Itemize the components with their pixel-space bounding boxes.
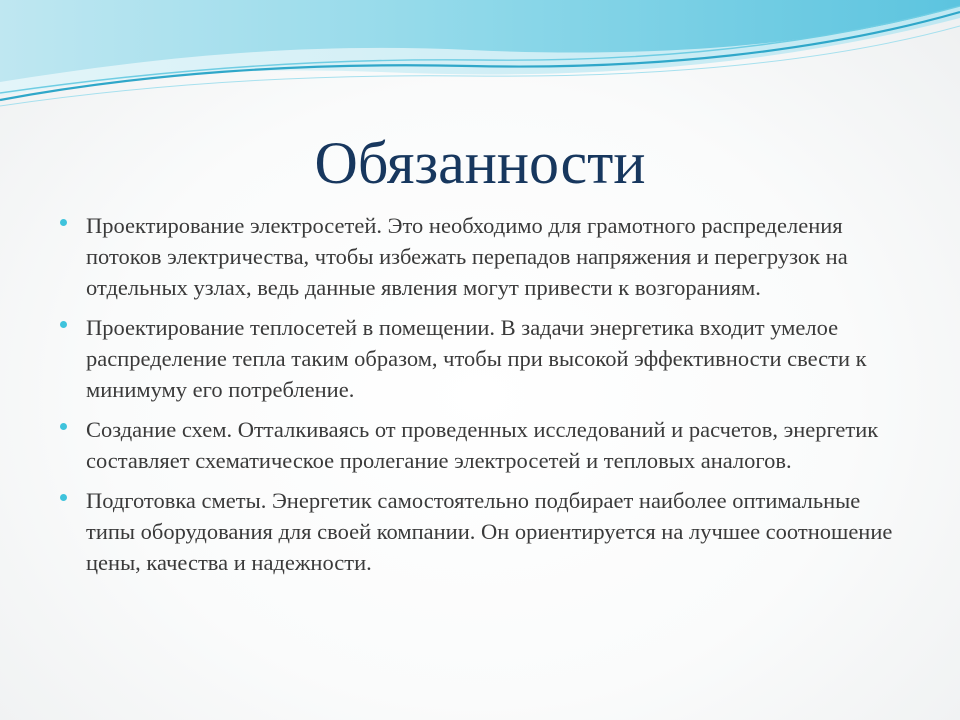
slide-title: Обязанности — [314, 130, 646, 196]
bullet-text: Проектирование электросетей. Это необходимо для грамотного распределения потоков электричества, чтобы избежать перепадов напряжения и перегрузок на отдельных узлах, ведь данные явления могут привести к возгораниям. — [86, 213, 848, 300]
bullet-icon — [60, 219, 67, 226]
bullet-text: Подготовка сметы. Энергетик самостоятельно подбирает наиболее оптимальные типы оборудования для своей компании. Он ориентируется на лучшее соотношение цены, качества и надежности. — [86, 488, 893, 575]
bullet-item-prepare-estimate — [58, 485, 908, 578]
bullet-item-create-schemes — [58, 414, 908, 476]
bullet-text: Создание схем. Отталкиваясь от проведенных исследований и расчетов, энергетик составляет схематическое пролегание электросетей и тепловых аналогов. — [86, 417, 879, 473]
bullet-icon — [60, 423, 67, 430]
bullet-icon — [60, 321, 67, 328]
bullet-item-design-heating-networks — [58, 312, 908, 405]
bullet-icon — [60, 494, 67, 501]
bullet-text: Проектирование теплосетей в помещении. В задачи энергетика входит умелое распределение тепла таким образом, чтобы при высокой эффективности свести к минимуму его потребление. — [86, 315, 867, 402]
bullet-list — [58, 210, 908, 587]
header-wave-decoration — [0, 0, 960, 110]
bullet-item-design-power-grids — [58, 210, 908, 303]
